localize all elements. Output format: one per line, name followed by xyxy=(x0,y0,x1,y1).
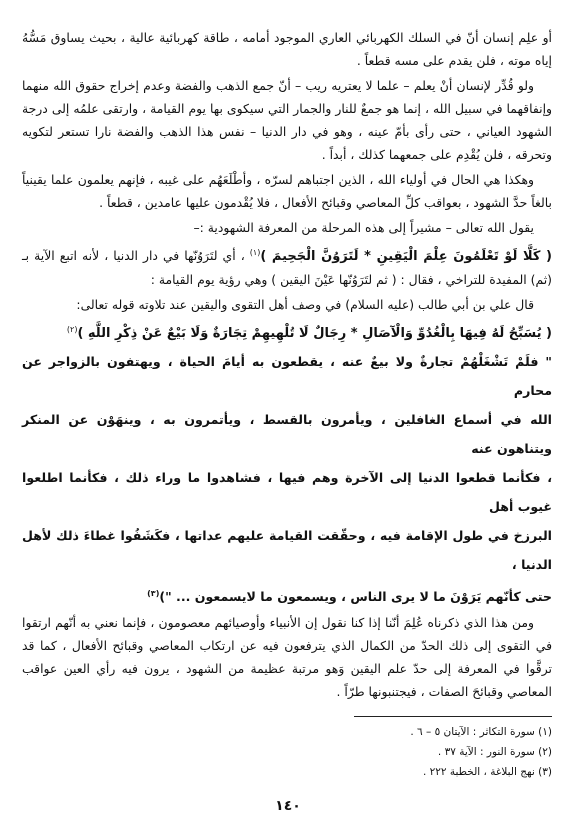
paragraph-electric-wire: أو علِم إنسان أنّ في السلك الكهربائي العاري الموجود أمامه ، طاقة كهربائية عالية ، بحيث يساوق مَسُّهُ إياه موته ، فلن يقدم على مسه قطعاً . xyxy=(22,30,552,68)
quran-verse-takathur: ( كَلَّا لَوْ تَعْلَمُونَ عِلْمَ الْيَقِينِ * لَتَرَوُنَّ الْجَحِيمَ ) xyxy=(260,249,552,265)
hadith-quote xyxy=(22,347,552,611)
footnote-ref-2: (٢) xyxy=(66,325,78,335)
footnote-3: (٣) نهج البلاغة ، الخطبة ٢٢٢ . xyxy=(422,766,552,778)
paragraph-quran-intro: يقول الله تعالى – مشيراً إلى هذه المرحلة من المعرفة الشهودية :– xyxy=(193,220,534,235)
hadith-last-line: حتى كأنّهم يَرَوْنَ ما لا يرى الناس ، ويسمعون ما لايسمعون ... ") xyxy=(159,589,552,605)
paragraph-verse-1 xyxy=(22,241,552,291)
paragraph-closing: ومن هذا الذي ذكرناه عُلِمَ أنّنا إذا كنا نقول إن الأنبياء وأوصيائهم معصومون ، فإنما نعني به أنّهم ارتقوا في التقوى إلى ذلك الحدّ من الكمال الذي يترفعون فيه عن ارتكاب المعاصي وقبائح الأفعال ، كما قد ترقَّوا في المعرفة إلى حدّ علم اليقين وَهو مرتبة عظيمة من الشهود ، يرون فيه رأي العين عواقب المعاصي وقبائحَ الصفات ، فيجتنبونها طرّاً . xyxy=(22,615,552,700)
footnote-ref-1: (١) xyxy=(249,248,261,257)
footnote-ref-3: (٣) xyxy=(147,589,160,599)
body-text xyxy=(22,26,552,703)
paragraph-gold-silver: ولو قُدِّر لإنسان أنْ يعلم – علما لا يعتريه ريب – أنّ جمع الذهب والفضة وعدم إخراج حقوق الله منهما وإنفاقهما في سبيل الله ، إنما هو جمعٌ للنار والجمار التي سيكوى بها يوم القيامة ، وارتقى علمُه إلى درجة الشهود العياني ، حتى رأى بأمّ عينه ، وهو في دار الدنيا – نفس هذا الذهب والفضة نارا تستعر لتكويه وتحرقه ، فلن يُقْدِم على جمعهما كذلك ، أبداً . xyxy=(22,78,552,162)
footnote-1: (١) سورة التكاثر : الآيتان ٥ – ٦ . xyxy=(410,726,552,738)
footnote-2: (٢) سورة النور : الآية ٣٧ . xyxy=(437,746,552,758)
quran-verse-nur: ( يُسَبِّحُ لَهُ فِيهَا بِالْغُدُوِّ وَالْآصَالِ * رِجَالٌ لَا تُلْهِيهِمْ تِجَارَةٌ وَلَا بَيْعٌ عَنْ ذِكْرِ اللَّهِ ) xyxy=(77,326,552,342)
paragraph-awliya: وهكذا هي الحال في أولياء الله ، الذين اجتباهم لسرّه ، وأطْلَعَهُم على غيبه ، فإنهم يعلمون علما يقينياً بالغاً حدَّ الشهود ، بعواقب كلِّ المعاصي وقبائح الأفعال ، فلا يُقْدمون عليها عامدين ، قطعاً . xyxy=(22,172,552,210)
hadith-line xyxy=(22,579,552,611)
paragraph-ali-intro: قال علي بن أبي طالب (عليه السلام) في وصف أهل التقوى واليقين عند تلاوته قوله تعالى: xyxy=(76,297,534,313)
hadith-line: " فلَمْ تَشْغَلْهُمْ تجارةٌ ولا بيعٌ عنه ، يقطعون به أيامَ الحياة ، ويهتفون بالزواجر عن محارم xyxy=(22,354,552,399)
footnotes xyxy=(22,716,552,782)
paragraph-verse-2 xyxy=(22,318,552,345)
hadith-line: ، فكأنما قطعوا الدنيا إلى الآخرة وهم فيها ، فشاهدوا ما وراء ذلك ، فكأنما اطلعوا غيوب أهل xyxy=(22,470,552,515)
footnote-divider xyxy=(354,716,552,717)
page-number: ١٤٠ xyxy=(275,798,301,814)
verse-1-explanation: ، أي لتَرَوُنّها في دار الدنيا ، لأنه اتبع الآية بـ (ثم) المفيدة للتراخي ، فقال : ( ثم لتَرَوُنّها عَيْنَ اليقين ) وهي رؤية يوم القيامة : xyxy=(22,248,552,288)
hadith-line: الله في أسماع الغافلين ، ويأمرون بالقسط ، ويأتمرون به ، وينهَوْن عن المنكر ويتناهون عنه xyxy=(22,412,552,457)
hadith-line: البرزخ في طول الإقامة فيه ، وحقّقت القيامة عليهم عداتها ، فكَشَفُوا غطاءَ ذلك لأهل الدنيا ، xyxy=(22,528,552,573)
